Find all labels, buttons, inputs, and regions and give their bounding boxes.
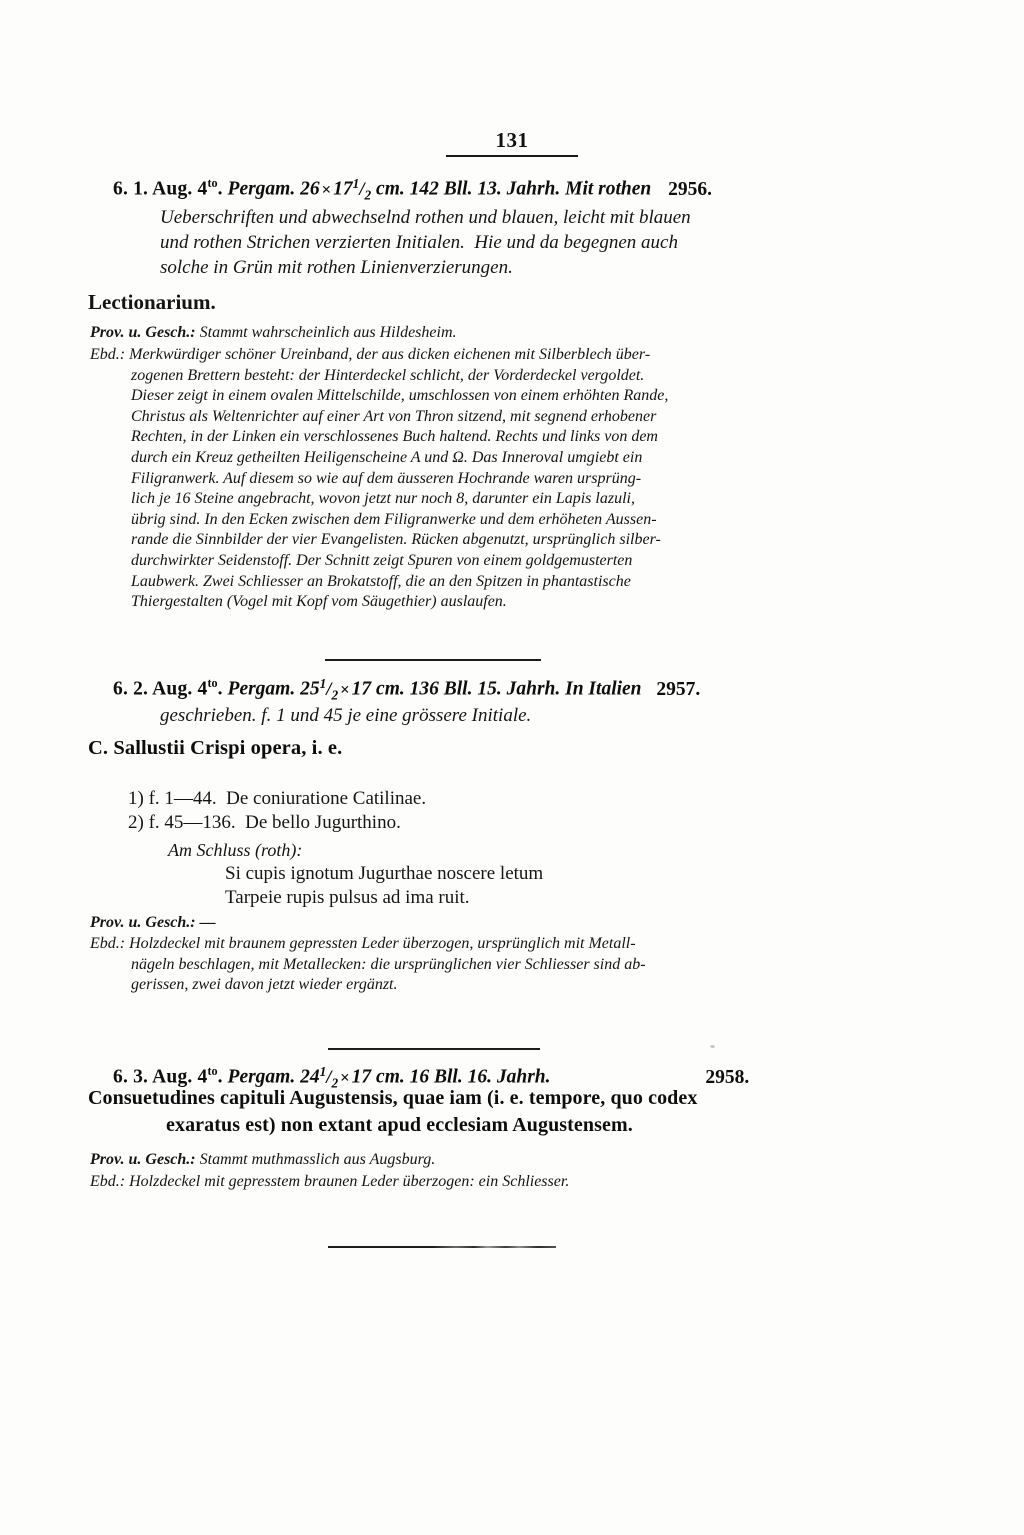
ebd-line-2957 — [90, 934, 970, 955]
shelfmark-2956: 6. 1. Aug. 4 — [113, 178, 208, 200]
head-cont-line: und rothen Strichen verzierten Initialen. Hie und da begegnen auch — [160, 232, 678, 253]
verse-line: Si cupis ignotum Jugurthae noscere letum — [225, 863, 544, 884]
width-frac-num-2958: 1 — [319, 1063, 327, 1079]
entry-2957-head-line — [113, 672, 993, 706]
height-fraction-2956: $^1/_2$ — [352, 175, 372, 203]
catalog-number-2958: 2958. — [705, 1066, 750, 1088]
width-int-2958: 24 — [300, 1066, 320, 1088]
ebd-line-2956 — [90, 345, 970, 366]
work-title-2956: Lectionarium. — [88, 290, 216, 314]
shelfmark-superscript-2957: to — [207, 676, 218, 690]
shelfmark-superscript-2958: to — [207, 1064, 218, 1078]
contents-item: 1) f. 1—44. De coniuratione Catilinae. — [128, 788, 427, 809]
prov-text-2958: Stammt muthmasslich aus Augsburg. — [195, 1151, 436, 1168]
entry-2956-title — [88, 290, 216, 315]
shelfmark-period-2957: . — [217, 678, 223, 700]
entry-separator-3 — [328, 1246, 556, 1248]
schluss-label-2957: Am Schluss (roth): — [168, 840, 303, 860]
width-frac-num-2957: 1 — [319, 675, 327, 691]
head-tail-2956: Mit rothen — [565, 178, 652, 200]
material-2958: Pergam. — [227, 1066, 296, 1088]
ebd-label-2957: Ebd.: — [90, 935, 126, 952]
ebd-text: Laubwerk. Zwei Schliesser an Brokatstoff, die an den Spitzen in phantastische — [131, 572, 631, 590]
ebd-text: Thiergestalten (Vogel mit Kopf vom Säugethier) auslaufen. — [131, 593, 507, 611]
prov-label-2958: Prov. u. Gesch.: — [90, 1151, 196, 1168]
head-cont-line: Ueberschriften und abwechselnd rothen und blauen, leicht mit blauen — [160, 207, 691, 228]
work-title-2958-line2: exaratus est) non extant apud ecclesiam Augustensem. — [166, 1114, 633, 1136]
century-2957: 15. Jahrh. — [477, 678, 561, 700]
prov-line-2957 — [90, 913, 950, 934]
ebd-text: Holzdeckel mit gepresstem braunen Leder überzogen: ein Schliesser. — [125, 1173, 570, 1190]
page-header-rule — [446, 155, 578, 157]
ebd-text: Dieser zeigt in einem ovalen Mittelschilde, umschlossen von einem erhöhten Rande, — [131, 387, 669, 405]
ebd-text: Merkwürdiger schöner Ureinband, der aus dicken eichenen mit Silberblech über- — [125, 346, 651, 363]
ebd-text: übrig sind. In den Ecken zwischen dem Filigranwerke und dem erhöheten Aussen- — [131, 510, 657, 528]
times-icon-2956: × — [321, 179, 332, 199]
page-number: 131 — [495, 128, 529, 152]
entry-2956-head-line — [113, 172, 973, 206]
scan-speck — [710, 1045, 715, 1048]
width-fraction-2957: $^1/_2$ — [319, 675, 339, 703]
ebd-text: zogenen Brettern besteht: der Hinterdeckel schlicht, der Vorderdeckel vergoldet. — [131, 366, 645, 384]
work-title-2958-line1: Consuetudines capituli Augustensis, quae iam (i. e. tempore, quo codex — [88, 1087, 698, 1109]
ebd-text: Rechten, in der Linken ein verschlossenes Buch haltend. Rechts und links von dem — [131, 428, 658, 446]
ebd-text: Filigranwerk. Auf diesem so wie auf dem äusseren Hochrande waren ursprüng- — [131, 469, 642, 487]
height-int-2956: 17 — [333, 178, 353, 200]
prov-label-2956: Prov. u. Gesch.: — [90, 324, 196, 341]
unit-2957: cm. — [376, 678, 405, 700]
ebd-text: durchwirkter Seidenstoff. Der Schnitt zeigt Spuren von einem goldgemusterten — [131, 551, 633, 569]
entry-2958-binding-note — [90, 1172, 970, 1193]
head-cont-line: solche in Grün mit rothen Linienverzierungen. — [160, 257, 513, 278]
ebd-text: Holzdeckel mit braunem gepressten Leder überzogen, ursprünglich mit Metall- — [125, 935, 636, 952]
ebd-text: nägeln beschlagen, mit Metallecken: die ursprünglichen vier Schliesser sind ab- — [131, 955, 646, 973]
entry-2958-title — [88, 1087, 968, 1137]
entry-2957-head-continuation — [160, 703, 960, 728]
catalog-number-2956: 2956. — [668, 178, 713, 200]
ebd-text: lich je 16 Steine angebracht, wovon jetzt nur noch 8, darunter ein Lapis lazuli, — [131, 490, 635, 508]
century-2958: 16. Jahrh. — [467, 1066, 551, 1088]
prov-label-2957: Prov. u. Gesch.: — — [90, 914, 216, 931]
entry-2957-provenance — [90, 913, 950, 934]
leaves-2956: 142 Bll. — [409, 178, 473, 200]
width-frac-den-2957: 2 — [331, 687, 339, 703]
shelfmark-period-2958: . — [217, 1066, 223, 1088]
page-header — [0, 128, 1024, 157]
verse-line: Tarpeie rupis pulsus ad ima ruit. — [225, 887, 470, 908]
width-2956: 26 — [300, 178, 320, 200]
shelfmark-2958: 6. 3. Aug. 4 — [113, 1066, 208, 1088]
unit-2956: cm. — [376, 178, 405, 200]
prov-line-2956 — [90, 323, 950, 344]
entry-2956-binding-note — [90, 345, 970, 613]
ebd-text: Christus als Weltenrichter auf einer Art von Thron sitzend, mit segnend erhobener — [131, 407, 657, 425]
material-2957: Pergam. — [227, 678, 296, 700]
shelfmark-period-2956: . — [217, 178, 223, 200]
century-2956: 13. Jahrh. — [477, 178, 561, 200]
catalog-number-2957: 2957. — [656, 678, 701, 700]
height-2957: 17 — [351, 678, 372, 700]
ebd-line-2958 — [90, 1172, 970, 1193]
width-int-2957: 25 — [300, 678, 320, 700]
ebd-text: rande die Sinnbilder der vier Evangelisten. Rücken abgenutzt, ursprünglich silber- — [131, 531, 661, 549]
shelfmark-2957: 6. 2. Aug. 4 — [113, 678, 208, 700]
entry-separator-2 — [328, 1048, 540, 1050]
material-2956: Pergam. — [227, 178, 296, 200]
entry-2957-contents — [128, 787, 928, 835]
height-frac-num-2956: 1 — [352, 175, 360, 191]
prov-text-2956: Stammt wahrscheinlich aus Hildesheim. — [195, 324, 457, 341]
ebd-text: durch ein Kreuz getheilten Heiligenscheine A und Ω. Das Inneroval umgiebt ein — [131, 448, 643, 466]
leaves-2957: 136 Bll. — [409, 678, 473, 700]
work-title-2957: C. Sallustii Crispi opera, i. e. — [88, 737, 343, 759]
width-fraction-2958: $^1/_2$ — [319, 1063, 339, 1091]
entry-2957-head — [113, 672, 993, 706]
entry-2957-verses — [225, 862, 985, 910]
entry-2956-head — [113, 172, 973, 206]
entry-separator-1 — [325, 659, 541, 661]
contents-item: 2) f. 45—136. De bello Jugurthino. — [128, 812, 401, 833]
height-2958: 17 — [351, 1066, 372, 1088]
ebd-label-2958: Ebd.: — [90, 1173, 126, 1190]
entry-2957-title — [88, 737, 342, 760]
head-cont-line: geschrieben. f. 1 und 45 je eine grössere Initiale. — [160, 705, 532, 726]
times-icon-2958: × — [340, 1067, 350, 1087]
entry-2958-provenance — [90, 1150, 950, 1171]
leaves-2958: 16 Bll. — [409, 1066, 463, 1088]
entry-2956-provenance — [90, 323, 950, 344]
entry-2957-colophon-label — [168, 838, 302, 862]
height-frac-den-2956: 2 — [364, 187, 372, 203]
unit-2958: cm. — [376, 1066, 405, 1088]
entry-2957-binding-note — [90, 934, 970, 996]
width-frac-den-2958: 2 — [331, 1075, 339, 1091]
prov-line-2958 — [90, 1150, 950, 1171]
shelfmark-superscript-2956: to — [207, 176, 218, 190]
head-tail-2957: In Italien — [565, 678, 642, 700]
ebd-text: gerissen, zwei davon jetzt wieder ergänzt. — [131, 976, 398, 994]
times-icon-2957: × — [340, 679, 350, 699]
ebd-label-2956: Ebd.: — [90, 346, 126, 363]
entry-2956-head-continuation — [160, 205, 960, 280]
